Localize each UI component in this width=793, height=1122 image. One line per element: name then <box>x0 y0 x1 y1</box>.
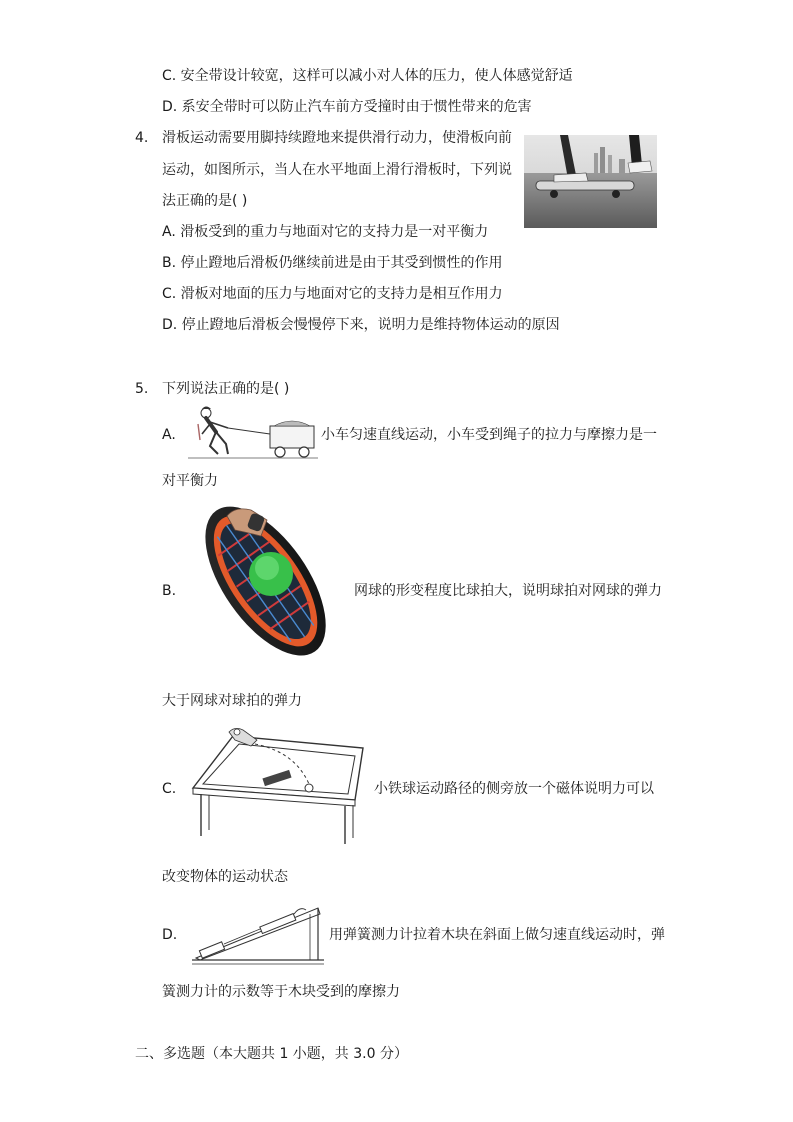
q4-stem-line2: 运动，如图所示，当人在水平地面上滑行滑板时，下列说 <box>162 162 512 178</box>
q5-a-text1: 小车匀速直线运动，小车受到绳子的拉力与摩擦力是一 <box>321 427 657 443</box>
q4-number: 4. <box>135 130 149 146</box>
q4-stem-line3: 法正确的是( ) <box>162 193 248 209</box>
q5-number: 5. <box>135 381 149 397</box>
q5-d-text1: 用弹簧测力计拉着木块在斜面上做匀速直线运动时，弹 <box>329 927 665 943</box>
q4-option-b: B. 停止蹬地后滑板仍继续前进是由于其受到惯性的作用 <box>162 255 503 271</box>
q5-stem: 下列说法正确的是( ) <box>162 381 290 397</box>
section-heading-multiple-choice: 二、多选题（本大题共 1 小题，共 3.0 分） <box>135 1046 408 1062</box>
q3-option-d: D. 系安全带时可以防止汽车前方受撞时由于惯性带来的危害 <box>162 99 532 115</box>
q5-c-text2: 改变物体的运动状态 <box>162 869 288 885</box>
q5-c-label: C. <box>162 781 177 797</box>
q5-a-text2: 对平衡力 <box>162 473 218 489</box>
tennis-racket-ball-figure <box>185 502 353 670</box>
q4-stem-line1: 滑板运动需要用脚持续蹬地来提供滑行动力，使滑板向前 <box>162 130 512 146</box>
incline-spring-scale-figure <box>190 900 328 966</box>
q4-option-a: A. 滑板受到的重力与地面对它的支持力是一对平衡力 <box>162 224 489 240</box>
q5-b-text1: 网球的形变程度比球拍大，说明球拍对网球的弹力 <box>354 583 662 599</box>
q4-option-c: C. 滑板对地面的压力与地面对它的支持力是相互作用力 <box>162 286 503 302</box>
q3-option-c: C. 安全带设计较宽，这样可以减小对人体的压力，使人体感觉舒适 <box>162 68 573 84</box>
magnet-table-figure <box>185 726 371 846</box>
q5-c-text1: 小铁球运动路径的侧旁放一个磁体说明力可以 <box>374 781 654 797</box>
q5-a-label: A. <box>162 427 176 443</box>
q4-option-d: D. 停止蹬地后滑板会慢慢停下来，说明力是维持物体运动的原因 <box>162 317 560 333</box>
q5-d-label: D. <box>162 927 178 943</box>
skateboard-photo <box>524 135 657 228</box>
q5-b-text2: 大于网球对球拍的弹力 <box>162 693 302 709</box>
q5-b-label: B. <box>162 583 177 599</box>
q5-d-text2: 簧测力计的示数等于木块受到的摩擦力 <box>162 984 400 1000</box>
person-pulling-cart-figure <box>188 404 318 460</box>
